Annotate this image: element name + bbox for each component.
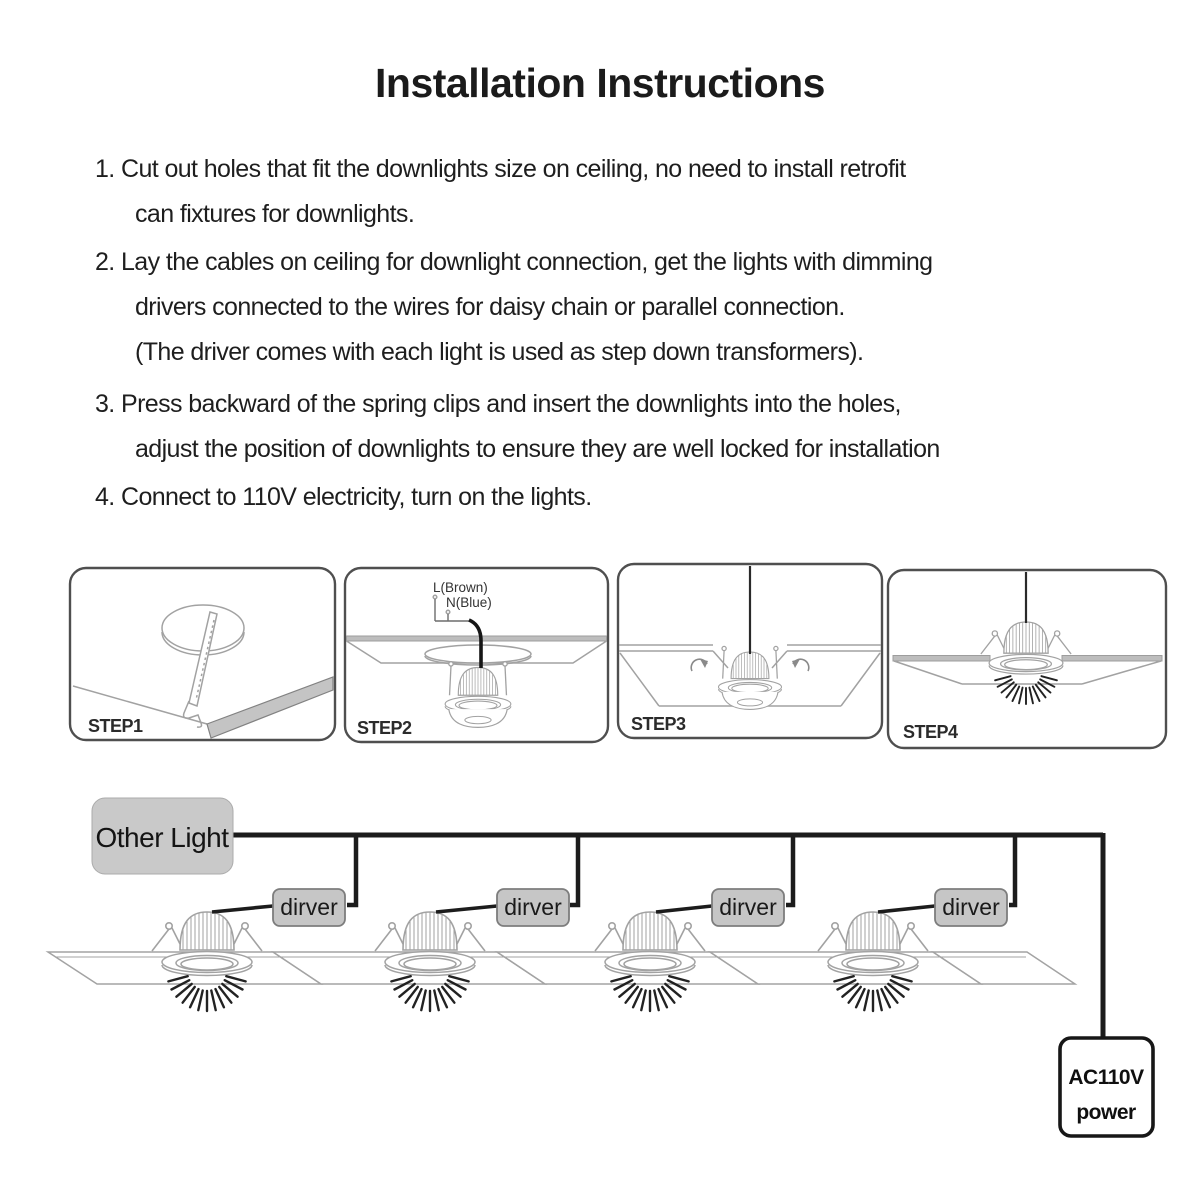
driver-to-light-wire-2 <box>436 906 497 912</box>
instruction-2-line-2: drivers connected to the wires for daisy chain or parallel connection. <box>135 293 845 321</box>
step1-label: STEP1 <box>88 716 143 736</box>
instruction-3-line-2: adjust the position of downlights to ensure they are well locked for installation <box>135 435 940 463</box>
driver-to-light-wire-3 <box>656 906 712 912</box>
driver-to-light-wire-1 <box>212 906 273 912</box>
branch-wire-2 <box>570 835 578 905</box>
step3-panel <box>618 564 882 738</box>
instruction-2-line-1: 2. Lay the cables on ceiling for downlight connection, get the lights with dimming <box>95 248 933 276</box>
ceiling-band-right <box>1062 656 1162 662</box>
ac-power-label-line2: power <box>1076 1101 1136 1124</box>
instruction-4-line-1: 4. Connect to 110V electricity, turn on the lights. <box>95 483 592 511</box>
page-title: Installation Instructions <box>375 60 825 106</box>
driver-label-4: dirver <box>942 894 1000 920</box>
driver-label-1: dirver <box>280 894 338 920</box>
neutral-wire-label: N(Blue) <box>446 595 492 610</box>
step2-label: STEP2 <box>357 718 412 738</box>
driver-label-3: dirver <box>719 894 777 920</box>
step1-panel <box>70 568 335 740</box>
driver-to-light-wire-4 <box>878 906 935 912</box>
ac-power-label-line1: AC110V <box>1068 1066 1144 1089</box>
driver-label-2: dirver <box>504 894 562 920</box>
ceiling-band-left <box>893 656 990 662</box>
branch-wire-1 <box>347 835 356 905</box>
instruction-1-line-1: 1. Cut out holes that fit the downlights size on ceiling, no need to install retrofit <box>95 155 906 183</box>
step3-label: STEP3 <box>631 714 686 734</box>
instruction-2-line-3: (The driver comes with each light is used as step down transformers). <box>135 338 864 366</box>
other-light-label: Other Light <box>95 822 229 853</box>
step4-label: STEP4 <box>903 722 958 742</box>
ceiling-hole <box>425 645 531 663</box>
downlight-4 <box>818 910 928 1011</box>
branch-wire-4 <box>1009 835 1015 905</box>
downlight-2 <box>375 910 485 1011</box>
downlight-1 <box>152 910 262 1011</box>
instruction-1-line-2: can fixtures for downlights. <box>135 200 415 228</box>
branch-wire-3 <box>786 835 793 905</box>
live-wire-label: L(Brown) <box>433 580 488 595</box>
wiring-diagram <box>48 798 1153 1136</box>
instruction-3-line-1: 3. Press backward of the spring clips and insert the downlights into the holes, <box>95 390 901 418</box>
ceiling-band <box>347 636 607 641</box>
step2-panel <box>345 568 608 742</box>
step4-panel <box>888 570 1166 748</box>
downlight-3 <box>595 910 705 1011</box>
